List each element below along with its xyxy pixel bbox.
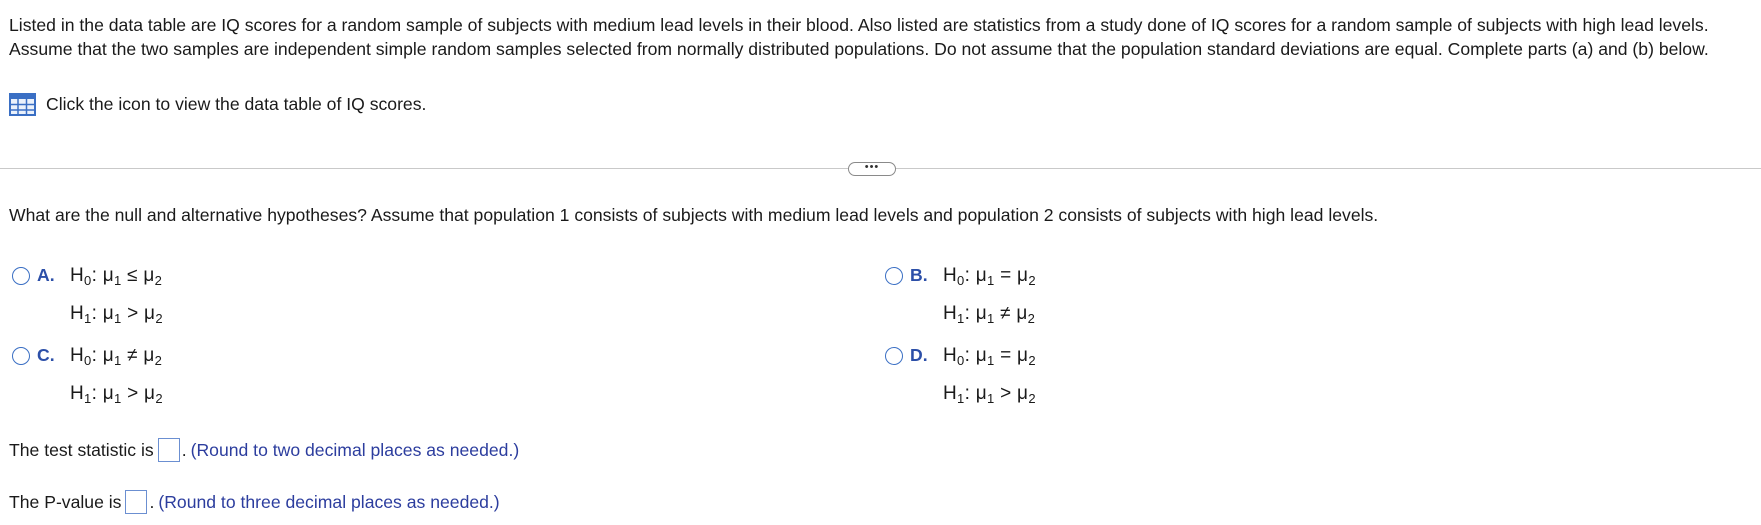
option-d[interactable]	[885, 345, 1036, 415]
option-a-alt-hypothesis: $H_1$: $\mu_1 > \mu_2$	[70, 303, 163, 326]
question-text: What are the null and alternative hypotheses? Assume that population 1 consists of subjects with medium lead levels and population 2 consists of subjects with high lead levels.	[9, 205, 1379, 225]
data-table-link[interactable]	[9, 93, 426, 116]
test-statistic-hint: (Round to two decimal places as needed.)	[190, 439, 520, 460]
data-table-link-text[interactable]: Click the icon to view the data table of IQ scores.	[46, 94, 427, 114]
option-b-alt-hypothesis: $H_1$: $\mu_1 \ne \mu_2$	[943, 303, 1036, 326]
option-c-hypotheses	[70, 339, 163, 415]
option-b[interactable]	[885, 265, 1036, 335]
option-d-radio[interactable]	[885, 347, 903, 365]
option-d-null-hypothesis: $H_0$: $\mu_1 = \mu_2$	[943, 345, 1036, 368]
option-a[interactable]	[12, 265, 163, 335]
option-c-null-hypothesis: $H_0$: $\mu_1 \ne \mu_2$	[70, 345, 163, 368]
option-c-radio[interactable]	[12, 347, 30, 365]
option-b-hypotheses	[943, 259, 1036, 335]
data-table-icon[interactable]	[9, 93, 36, 116]
p-value-line	[9, 490, 500, 514]
p-value-hint: (Round to three decimal places as needed.)	[158, 491, 500, 512]
option-a-null-hypothesis: $H_0$: $\mu_1 \le \mu_2$	[70, 265, 163, 288]
option-a-letter: A.	[37, 265, 55, 285]
test-statistic-period: .	[181, 439, 187, 460]
p-value-label: The P-value is	[9, 491, 122, 512]
option-a-radio[interactable]	[12, 267, 30, 285]
option-d-letter: D.	[910, 345, 928, 365]
expand-ellipsis-button[interactable]: •••	[848, 162, 896, 176]
option-b-null-hypothesis: $H_0$: $\mu_1 = \mu_2$	[943, 265, 1036, 288]
test-statistic-line	[9, 438, 519, 462]
option-c-alt-hypothesis: $H_1$: $\mu_1 > \mu_2$	[70, 383, 163, 406]
option-b-radio[interactable]	[885, 267, 903, 285]
option-b-letter: B.	[910, 265, 928, 285]
p-value-input[interactable]	[125, 490, 147, 514]
option-c-letter: C.	[37, 345, 55, 365]
option-c[interactable]	[12, 345, 163, 415]
option-d-hypotheses	[943, 339, 1036, 415]
option-d-alt-hypothesis: $H_1$: $\mu_1 > \mu_2$	[943, 383, 1036, 406]
p-value-period: .	[149, 491, 155, 512]
option-a-hypotheses	[70, 259, 163, 335]
problem-intro: Listed in the data table are IQ scores for a random sample of subjects with medium lead levels in their blood. Also listed are statistics from a study done of IQ scores for a random sample of subjects with high lead levels. Assume that the two samples are independent simple random samples selected from normally distributed populations. Do not assume that the population standard deviations are equal. Complete parts (a) and (b) below.	[9, 15, 1709, 59]
test-statistic-input[interactable]	[158, 438, 180, 462]
test-statistic-label: The test statistic is	[9, 439, 154, 460]
